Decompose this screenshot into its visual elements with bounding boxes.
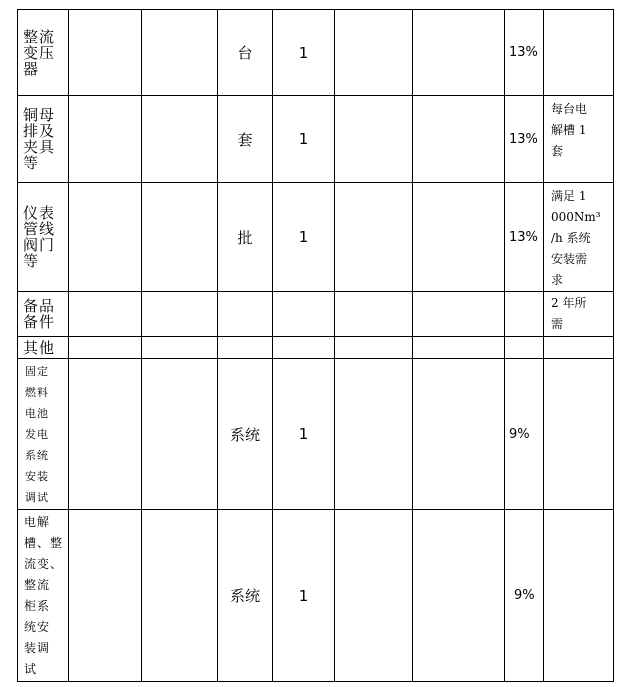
tax-rate-cell: 9% bbox=[505, 510, 544, 682]
table-row bbox=[18, 96, 614, 183]
tax-rate-cell: 13% bbox=[505, 10, 544, 96]
table-row bbox=[18, 337, 614, 359]
empty-cell bbox=[335, 96, 413, 183]
item-name-cell: 备品 备件 bbox=[18, 292, 69, 337]
equipment-table bbox=[17, 9, 613, 687]
empty-cell bbox=[142, 337, 218, 359]
empty-cell bbox=[505, 337, 544, 359]
table-row bbox=[18, 183, 614, 292]
empty-cell bbox=[142, 10, 218, 96]
tax-rate-cell: 9% bbox=[505, 359, 544, 510]
empty-cell bbox=[335, 359, 413, 510]
empty-cell bbox=[69, 337, 142, 359]
empty-cell bbox=[335, 510, 413, 682]
item-name-cell: 整流 变压 器 bbox=[18, 10, 69, 96]
unit-cell: 系统 bbox=[218, 510, 273, 682]
item-name-cell: 固定 燃料 电池 发电 系统 安装 调试 bbox=[18, 359, 69, 510]
unit-cell: 台 bbox=[218, 10, 273, 96]
note-cell bbox=[544, 10, 614, 96]
quantity-cell: 1 bbox=[273, 510, 335, 682]
item-name-cell: 铜母 排及 夹具 等 bbox=[18, 96, 69, 183]
table-row bbox=[18, 510, 614, 682]
tax-rate-cell: 13% bbox=[505, 183, 544, 292]
empty-cell bbox=[69, 10, 142, 96]
tax-rate-cell: 13% bbox=[505, 96, 544, 183]
note-cell: 每台电 解槽 1 套 bbox=[544, 96, 614, 183]
empty-cell bbox=[273, 337, 335, 359]
empty-cell bbox=[335, 337, 413, 359]
quantity-cell bbox=[273, 292, 335, 337]
empty-cell bbox=[218, 337, 273, 359]
empty-cell bbox=[142, 359, 218, 510]
empty-cell bbox=[69, 96, 142, 183]
unit-cell: 系统 bbox=[218, 359, 273, 510]
empty-cell bbox=[544, 359, 614, 510]
empty-cell bbox=[69, 183, 142, 292]
empty-cell bbox=[544, 510, 614, 682]
quantity-cell: 1 bbox=[273, 96, 335, 183]
table-row bbox=[18, 359, 614, 510]
note-cell: 2 年所 需 bbox=[544, 292, 614, 337]
empty-cell bbox=[413, 359, 505, 510]
empty-cell bbox=[413, 337, 505, 359]
empty-cell bbox=[413, 96, 505, 183]
table-row bbox=[18, 292, 614, 337]
quantity-cell: 1 bbox=[273, 359, 335, 510]
empty-cell bbox=[413, 292, 505, 337]
empty-cell bbox=[69, 359, 142, 510]
empty-cell bbox=[335, 183, 413, 292]
empty-cell bbox=[413, 510, 505, 682]
quantity-cell: 1 bbox=[273, 10, 335, 96]
unit-cell bbox=[218, 292, 273, 337]
empty-cell bbox=[142, 183, 218, 292]
empty-cell bbox=[413, 183, 505, 292]
empty-cell bbox=[142, 510, 218, 682]
unit-cell: 批 bbox=[218, 183, 273, 292]
empty-cell bbox=[142, 292, 218, 337]
empty-cell bbox=[142, 96, 218, 183]
note-cell: 满足 1 000Nm³ /h 系统 安装需 求 bbox=[544, 183, 614, 292]
table-row bbox=[18, 10, 614, 96]
empty-cell bbox=[69, 510, 142, 682]
item-name-cell: 电解 槽、整 流变、 整流 柜系 统安 装调 试 bbox=[18, 510, 69, 682]
empty-cell bbox=[413, 10, 505, 96]
item-name-cell: 其他 bbox=[18, 337, 69, 359]
empty-cell bbox=[544, 337, 614, 359]
empty-cell bbox=[335, 292, 413, 337]
item-name-cell: 仪表 管线 阀门 等 bbox=[18, 183, 69, 292]
quantity-cell: 1 bbox=[273, 183, 335, 292]
tax-rate-cell bbox=[505, 292, 544, 337]
unit-cell: 套 bbox=[218, 96, 273, 183]
empty-cell bbox=[335, 10, 413, 96]
empty-cell bbox=[69, 292, 142, 337]
